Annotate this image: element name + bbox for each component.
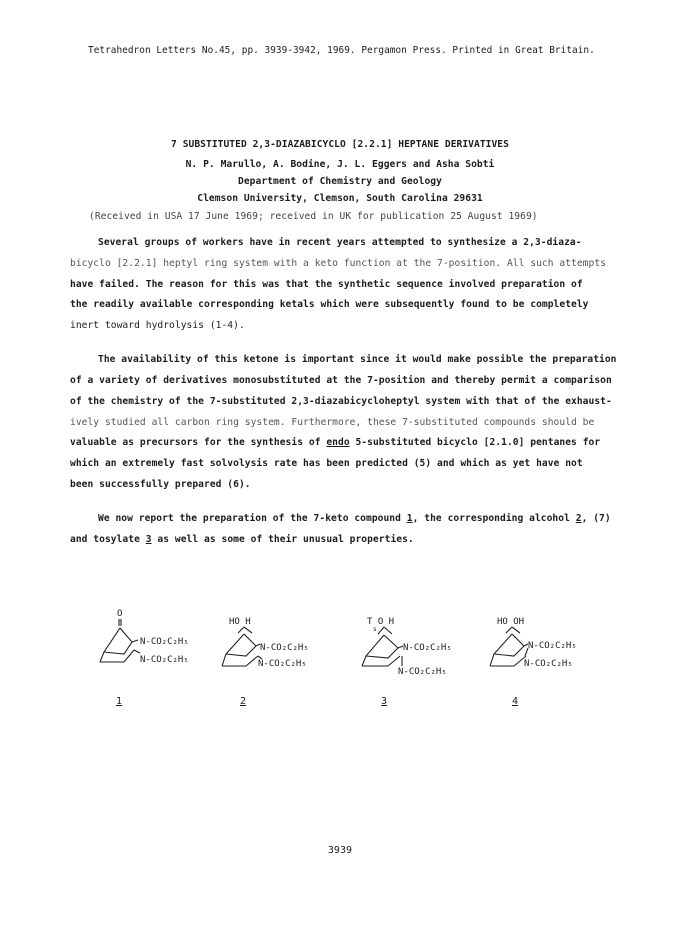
para2-line: of a variety of derivatives monosubstituted at the 7-position and thereby permit a comparison [70,375,612,386]
journal-header: Tetrahedron Letters No.45, pp. 3939-3942, 1969. Pergamon Press. Printed in Great Britain. [88,45,595,56]
para3-text: as well as some of their unusual properties. [151,534,414,545]
structure-4-top: HO OH [497,617,525,627]
structure-1-top: O [117,609,123,619]
para1-line: have failed. The reason for this was that the synthetic sequence involved preparation of [70,279,583,290]
structure-2-n3: N-CO₂C₂H₅ [258,659,307,669]
structure-2-top: HO H [229,617,251,627]
structure-3-top-sub: s [373,626,377,633]
compound-ref: 3 [145,534,152,545]
structure-3-top: T O H [367,617,395,627]
para2-line [70,437,600,448]
para3-text: , the corresponding alcohol [412,513,576,524]
structure-3 [362,617,452,677]
para2-line: which an extremely fast solvolysis rate has been predicted (5) and which as yet have not [70,458,583,469]
structure-3-n3: N-CO₂C₂H₅ [398,667,447,677]
para3-text: We now report the preparation of the 7-keto compound [98,513,407,524]
structure-label-2: 2 [240,696,247,707]
para3-text: and tosylate [70,534,146,545]
structure-3-n2: N-CO₂C₂H₅ [403,643,452,653]
endo-emphasis: endo [326,437,350,448]
compound-ref: 1 [406,513,413,524]
article-title: 7 SUBSTITUTED 2,3-DIAZABICYCLO [2.2.1] HEPTANE DERIVATIVES [171,139,509,150]
para2-line: The availability of this ketone is important since it would make possible the preparation [98,354,617,365]
structure-2 [222,617,309,669]
structure-2-n2: N-CO₂C₂H₅ [260,643,309,653]
para2-line-post: 5-substituted bicyclo [2.1.0] pentanes for [349,437,601,448]
structure-label-3: 3 [381,696,388,707]
para1-line: Several groups of workers have in recent years attempted to synthesize a 2,3-diaza- [98,237,582,248]
received-dates: (Received in USA 17 June 1969; received in UK for publication 25 August 1969) [89,211,538,222]
para1-line: inert toward hydrolysis (1-4). [70,320,245,331]
structure-1-n2: N-CO₂C₂H₅ [140,637,189,647]
compound-ref: 2 [575,513,582,524]
structure-label-1: 1 [116,696,123,707]
structure-label-4: 4 [512,696,519,707]
department: Department of Chemistry and Geology [238,176,442,187]
structure-4-n3: N-CO₂C₂H₅ [524,659,573,669]
structure-4 [490,617,577,669]
structure-4-n2: N-CO₂C₂H₅ [528,641,577,651]
para2-line: been successfully prepared (6). [70,479,251,490]
para1-line: bicyclo [2.2.1] heptyl ring system with a keto function at the 7-position. All such attempts [70,258,606,269]
para2-line: ively studied all carbon ring system. Furthermore, these 7-substituted compounds should be [70,417,595,428]
para3-line [98,513,611,524]
para2-line: of the chemistry of the 7-substituted 2,3-diazabicycloheptyl system with that of the exhaust- [70,396,612,407]
institution: Clemson University, Clemson, South Carolina 29631 [197,193,483,204]
para1-line: the readily available corresponding ketals which were subsequently found to be completely [70,299,589,310]
chemical-structures [0,604,680,694]
page-number: 3939 [327,845,353,856]
para3-line [70,534,414,545]
structure-1-n3: N-CO₂C₂H₅ [140,655,189,665]
para2-line-pre: valuable as precursors for the synthesis of [70,437,327,448]
authors: N. P. Marullo, A. Bodine, J. L. Eggers and Asha Sobti [185,159,495,170]
structure-1 [100,609,189,665]
para3-text: , (7) [581,513,611,524]
